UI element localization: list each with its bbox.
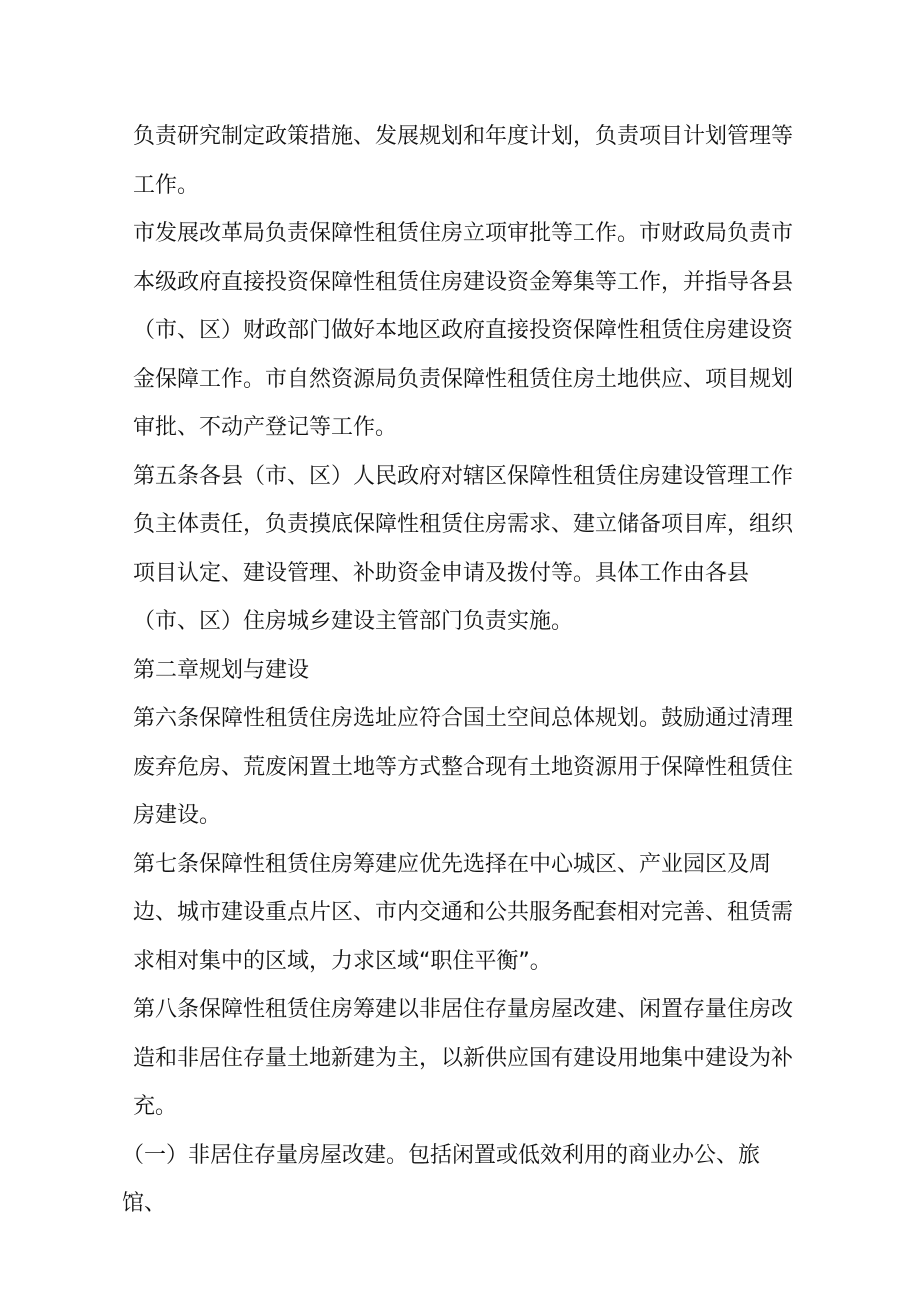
paragraph-article-8: 第八条保障性租赁住房筹建以非居住存量房屋改建、闲置存量住房改造和非居住存量土地新建为主，以新供应国有建设用地集中建设为补充。	[133, 997, 794, 1119]
document-body	[122, 113, 797, 1229]
paragraph-responsibility: 负责研究制定政策措施、发展规划和年度计划，负责项目计划管理等工作。	[133, 124, 794, 198]
paragraph-article-5: 第五条各县（市、区）人民政府对辖区保障性租赁住房建设管理工作负主体责任，负责摸底保障性租赁住房需求、建立储备项目库，组织项目认定、建设管理、补助资金申请及拨付等。具体工作由各县（市、区）住房城乡建设主管部门负责实施。	[133, 463, 794, 634]
paragraph-article-6: 第六条保障性租赁住房选址应符合国土空间总体规划。鼓励通过清理废弃危房、荒废闲置土地等方式整合现有土地资源用于保障性租赁住房建设。	[133, 706, 794, 828]
paragraph-departments: 市发展改革局负责保障性租赁住房立项审批等工作。市财政局负责市本级政府直接投资保障性租赁住房建设资金筹集等工作，并指导各县（市、区）财政部门做好本地区政府直接投资保障性租赁住房建设资金保障工作。市自然资源局负责保障性租赁住房土地供应、项目规划审批、不动产登记等工作。	[133, 221, 794, 440]
paragraph-item-1: （一）非居住存量房屋改建。包括闲置或低效利用的商业办公、旅馆、	[122, 1142, 761, 1216]
chapter-2-heading: 第二章规划与建设	[133, 657, 310, 683]
paragraph-article-7: 第七条保障性租赁住房筹建应优先选择在中心城区、产业园区及周边、城市建设重点片区、市内交通和公共服务配套相对完善、租赁需求相对集中的区域，力求区域“职住平衡”。	[133, 851, 794, 974]
